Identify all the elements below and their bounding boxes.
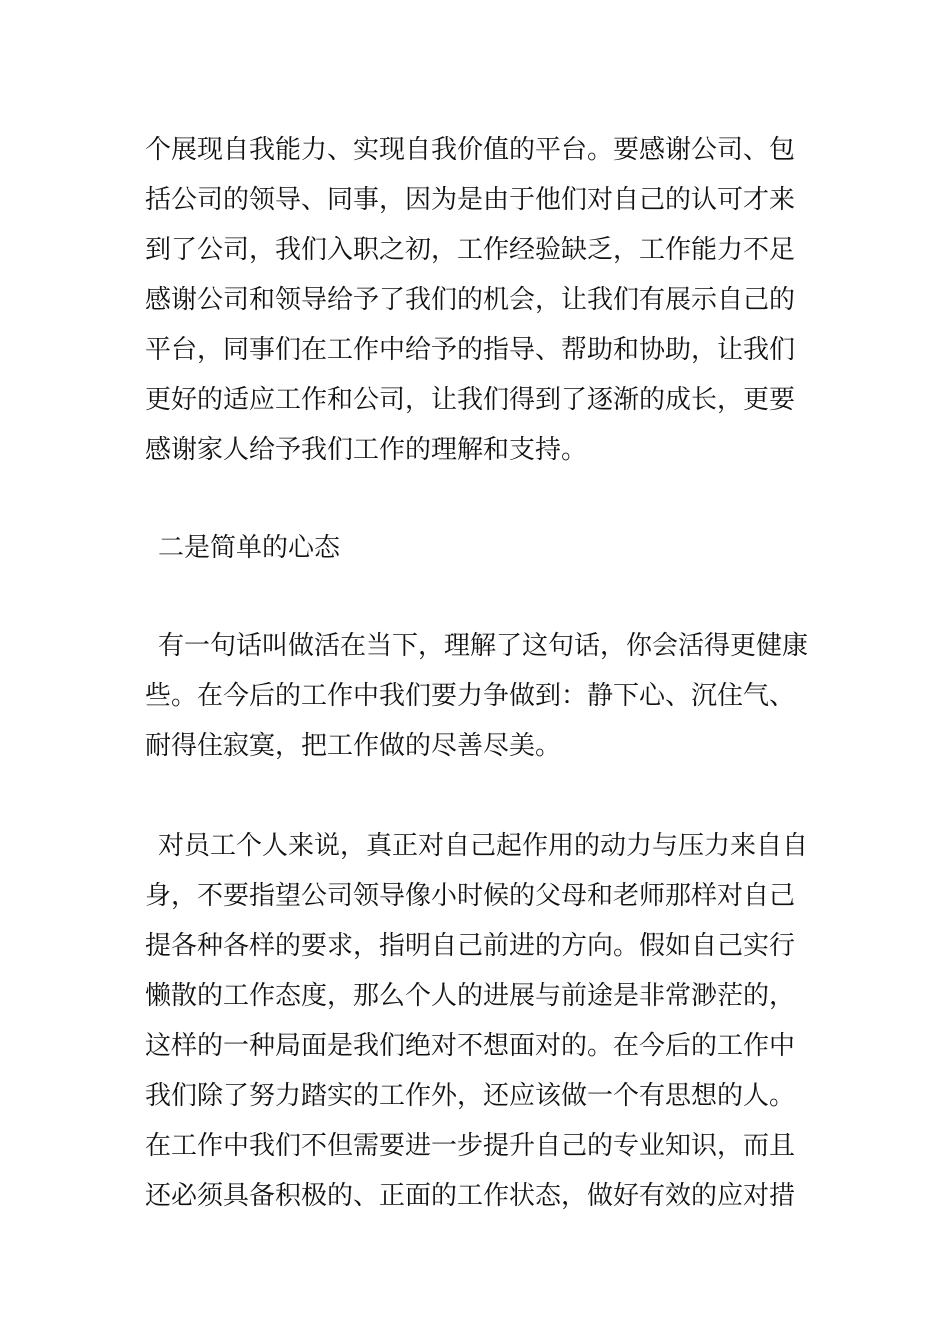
text-line: 懒散的工作态度，那么个人的进展与前途是非常渺茫的， [145,981,796,1011]
text-line: 个展现自我能力、实现自我价值的平台。要感谢公司、包 [145,135,796,165]
text-line: 感谢家人给予我们工作的理解和支持。 [145,435,588,465]
text-line: 提各种各样的要求，指明自己前进的方向。假如自己实行 [145,931,796,961]
text-line: 括公司的领导、同事，因为是由于他们对自己的认可才来 [145,185,796,215]
text-line: 身，不要指望公司领导像小时候的父母和老师那样对自己 [145,881,796,911]
text-line: 对员工个人来说，真正对自己起作用的动力与压力来自自 [158,831,809,861]
text-line: 到了公司，我们入职之初，工作经验缺乏，工作能力不足 [145,235,796,265]
text-line: 还必须具备积极的、正面的工作状态，做好有效的应对措 [145,1181,796,1211]
text-line: 感谢公司和领导给予了我们的机会，让我们有展示自己的 [145,285,796,315]
text-line: 这样的一种局面是我们绝对不想面对的。在今后的工作中 [145,1031,796,1061]
section-heading: 二是简单的心态 [158,533,341,563]
text-line: 耐得住寂寞，把工作做的尽善尽美。 [145,731,562,761]
text-line: 更好的适应工作和公司，让我们得到了逐渐的成长，更要 [145,385,796,415]
text-line: 有一句话叫做活在当下，理解了这句话，你会活得更健康 [158,631,809,661]
text-line: 我们除了努力踏实的工作外，还应该做一个有思想的人。 [145,1081,796,1111]
text-line: 些。在今后的工作中我们要力争做到：静下心、沉住气、 [145,681,796,711]
text-line: 平台，同事们在工作中给予的指导、帮助和协助，让我们 [145,335,796,365]
text-line: 在工作中我们不但需要进一步提升自己的专业知识，而且 [145,1131,796,1161]
